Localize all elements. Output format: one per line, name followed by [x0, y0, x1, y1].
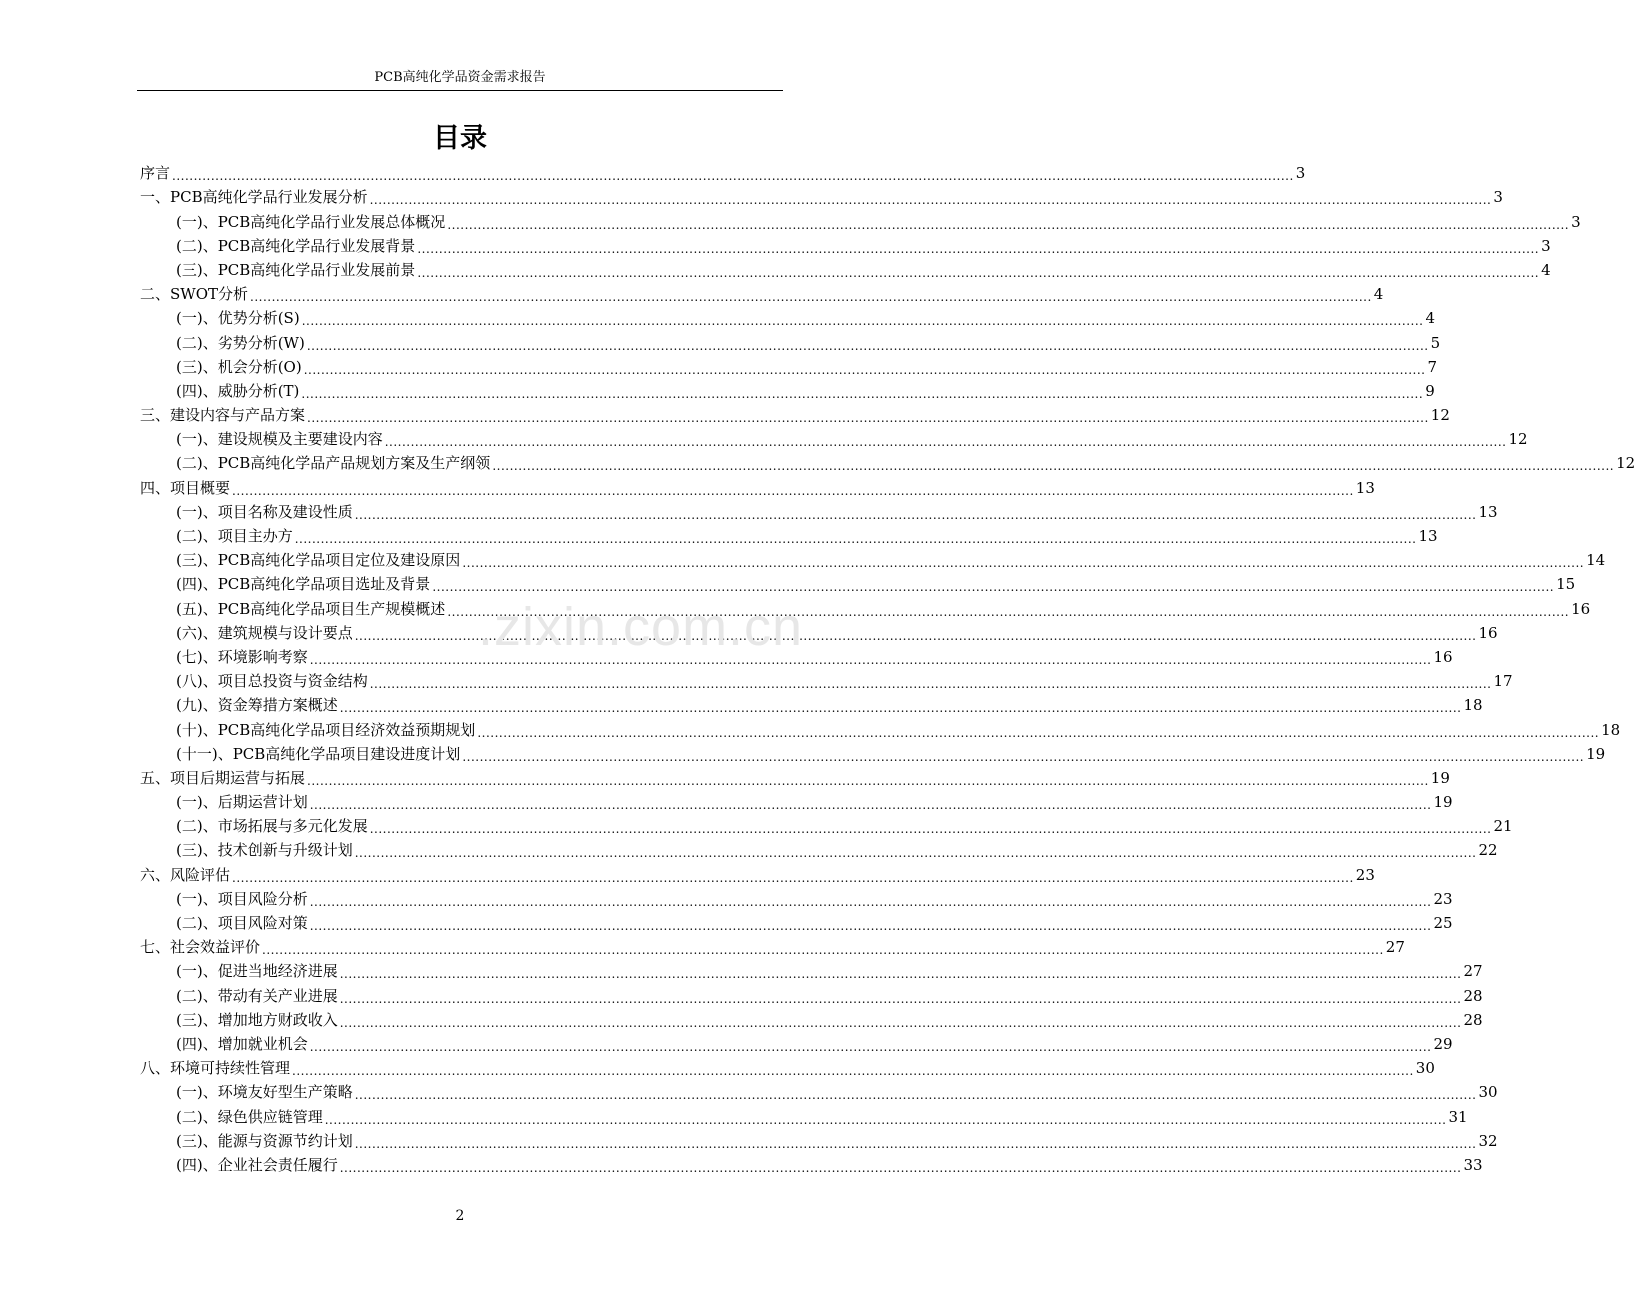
table-of-contents: [140, 160, 1635, 1176]
toc-leader-dots: ....................................................................................................................................................................................................................................................................: [307, 773, 1429, 788]
toc-entry[interactable]: [140, 305, 1435, 329]
toc-entry[interactable]: [140, 620, 1498, 644]
toc-leader-dots: ....................................................................................................................................................................................................................................................................: [309, 652, 1432, 667]
toc-entry[interactable]: [140, 1079, 1498, 1103]
toc-entry-page: 5: [1430, 333, 1441, 352]
toc-entry-label: (八)、项目总投资与资金结构: [176, 672, 368, 691]
toc-entry-label: (二)、项目主办方: [176, 527, 293, 545]
toc-entry[interactable]: [140, 595, 1591, 619]
toc-entry[interactable]: [140, 1031, 1453, 1055]
toc-entry-page: 28: [1463, 986, 1483, 1005]
toc-leader-dots: ....................................................................................................................................................................................................................................................................: [354, 628, 1477, 643]
toc-leader-dots: ....................................................................................................................................................................................................................................................................: [447, 604, 1570, 619]
toc-entry[interactable]: [140, 208, 1581, 232]
toc-leader-dots: ....................................................................................................................................................................................................................................................................: [339, 991, 1462, 1006]
toc-leader-dots: ....................................................................................................................................................................................................................................................................: [294, 532, 1417, 546]
toc-entry[interactable]: [140, 958, 1483, 982]
toc-entry-page: 29: [1433, 1034, 1453, 1053]
toc-entry-page: 16: [1478, 623, 1498, 642]
toc-leader-dots: ....................................................................................................................................................................................................................................................................: [309, 894, 1432, 909]
toc-leader-dots: ....................................................................................................................................................................................................................................................................: [369, 822, 1492, 837]
toc-entry-label: (二)、PCB高纯化学品产品规划方案及生产纲领: [176, 454, 491, 473]
toc-leader-dots: ....................................................................................................................................................................................................................................................................: [432, 580, 1555, 595]
toc-entry-label: (三)、能源与资源节约计划: [176, 1131, 353, 1150]
toc-leader-dots: ....................................................................................................................................................................................................................................................................: [462, 749, 1585, 764]
toc-entry-page: 19: [1586, 744, 1606, 763]
toc-leader-dots: ....................................................................................................................................................................................................................................................................: [307, 411, 1429, 426]
toc-entry[interactable]: [140, 426, 1528, 450]
toc-entry[interactable]: [140, 813, 1513, 837]
toc-entry[interactable]: [140, 692, 1483, 716]
toc-entry-label: 一、PCB高纯化学品行业发展分析: [140, 188, 368, 207]
toc-leader-dots: ....................................................................................................................................................................................................................................................................: [301, 314, 1424, 329]
toc-entry[interactable]: [140, 1103, 1468, 1127]
toc-entry-label: (十一)、PCB高纯化学品项目建设进度计划: [176, 744, 461, 763]
toc-entry-page: 18: [1463, 696, 1483, 715]
toc-entry-label: (四)、威胁分析(T): [176, 381, 300, 400]
toc-leader-dots: ....................................................................................................................................................................................................................................................................: [324, 1112, 1447, 1127]
toc-entry[interactable]: [140, 1007, 1483, 1031]
toc-entry-page: 3: [1571, 212, 1581, 231]
toc-leader-dots: ....................................................................................................................................................................................................................................................................: [339, 1160, 1462, 1175]
toc-entry-label: (三)、机会分析(O): [176, 357, 302, 376]
toc-entry[interactable]: [140, 741, 1606, 765]
toc-leader-dots: ....................................................................................................................................................................................................................................................................: [301, 386, 1424, 401]
toc-leader-dots: ....................................................................................................................................................................................................................................................................: [309, 919, 1432, 933]
toc-entry-label: (九)、资金筹措方案概述: [176, 696, 338, 715]
toc-entry-label: (二)、带动有关产业进展: [176, 986, 338, 1005]
toc-entry-page: 30: [1478, 1083, 1498, 1102]
watermark: .zixin.com.cn: [478, 597, 804, 657]
toc-entry-label: 序言: [140, 164, 171, 183]
toc-entry-label: (一)、优势分析(S): [176, 309, 300, 328]
toc-entry-page: 25: [1433, 914, 1453, 932]
toc-entry[interactable]: [140, 184, 1503, 208]
toc-entry-page: 13: [1418, 527, 1438, 545]
toc-entry-page: 27: [1463, 962, 1483, 981]
toc-entry-page: 17: [1493, 672, 1513, 691]
toc-leader-dots: ....................................................................................................................................................................................................................................................................: [369, 677, 1492, 692]
toc-entry-label: 四、项目概要: [140, 478, 231, 497]
toc-entry-label: (一)、项目名称及建设性质: [176, 502, 353, 521]
toc-leader-dots: ....................................................................................................................................................................................................................................................................: [417, 241, 1540, 256]
toc-entry-page: 18: [1601, 720, 1621, 739]
toc-leader-dots: ....................................................................................................................................................................................................................................................................: [354, 846, 1477, 861]
toc-entry-label: (二)、项目风险对策: [176, 914, 308, 932]
toc-entry[interactable]: [140, 1055, 1435, 1079]
toc-leader-dots: ....................................................................................................................................................................................................................................................................: [250, 290, 1372, 305]
toc-entry-page: 21: [1493, 817, 1513, 836]
toc-entry[interactable]: [140, 450, 1635, 474]
toc-entry[interactable]: [140, 233, 1551, 257]
toc-entry-page: 7: [1427, 357, 1438, 376]
toc-entry-page: 22: [1478, 841, 1498, 860]
toc-entry-page: 32: [1478, 1131, 1498, 1150]
toc-entry[interactable]: [140, 499, 1498, 523]
toc-leader-dots: ....................................................................................................................................................................................................................................................................: [447, 217, 1570, 232]
toc-entry-label: (六)、建筑规模与设计要点: [176, 623, 353, 642]
toc-leader-dots: ....................................................................................................................................................................................................................................................................: [262, 943, 1384, 958]
toc-entry[interactable]: [140, 644, 1453, 668]
toc-entry-label: 六、风险评估: [140, 865, 231, 884]
toc-entry[interactable]: [140, 523, 1438, 547]
header-rule: [137, 90, 783, 91]
toc-entry[interactable]: [140, 982, 1483, 1006]
toc-entry[interactable]: [140, 861, 1375, 885]
toc-leader-dots: ....................................................................................................................................................................................................................................................................: [309, 1039, 1432, 1054]
toc-entry-page: 16: [1433, 647, 1453, 666]
toc-entry-page: 27: [1385, 938, 1405, 957]
toc-entry[interactable]: [140, 910, 1453, 934]
toc-entry-label: (三)、技术创新与升级计划: [176, 841, 353, 860]
toc-entry-page: 19: [1433, 793, 1453, 812]
toc-entry-page: 33: [1463, 1155, 1483, 1174]
toc-leader-dots: ....................................................................................................................................................................................................................................................................: [339, 1015, 1462, 1030]
toc-entry[interactable]: [140, 789, 1453, 813]
toc-entry[interactable]: [140, 281, 1384, 305]
toc-entry[interactable]: [140, 886, 1453, 910]
toc-entry-page: 14: [1586, 551, 1606, 570]
toc-entry-label: 八、环境可持续性管理: [140, 1059, 291, 1078]
toc-entry-label: (二)、绿色供应链管理: [176, 1107, 323, 1126]
toc-entry-label: (一)、项目风险分析: [176, 889, 308, 908]
toc-entry[interactable]: [140, 547, 1606, 571]
toc-entry-label: (四)、增加就业机会: [176, 1034, 308, 1053]
toc-entry-label: 七、社会效益评价: [140, 938, 261, 957]
toc-entry-page: 19: [1430, 768, 1450, 787]
toc-entry-label: 五、项目后期运营与拓展: [140, 768, 306, 787]
toc-title: 目录: [433, 123, 487, 154]
toc-entry-label: (四)、PCB高纯化学品项目选址及背景: [176, 575, 431, 594]
toc-entry-label: (三)、PCB高纯化学品行业发展前景: [176, 260, 416, 279]
toc-entry-label: (三)、增加地方财政收入: [176, 1010, 338, 1029]
toc-leader-dots: ....................................................................................................................................................................................................................................................................: [309, 798, 1432, 813]
toc-entry[interactable]: [140, 378, 1435, 402]
toc-entry-label: (四)、企业社会责任履行: [176, 1155, 338, 1174]
toc-entry-page: 13: [1478, 502, 1498, 521]
toc-entry-page: 31: [1448, 1107, 1468, 1126]
toc-entry-label: (一)、后期运营计划: [176, 793, 308, 812]
toc-entry[interactable]: [140, 934, 1405, 958]
toc-entry-label: (一)、PCB高纯化学品行业发展总体概况: [176, 212, 446, 231]
toc-entry-page: 12: [1430, 406, 1450, 425]
toc-entry-label: (五)、PCB高纯化学品项目生产规模概述: [176, 599, 446, 618]
toc-entry[interactable]: [140, 716, 1621, 740]
page-header: PCB高纯化学品资金需求报告: [374, 70, 546, 85]
toc-entry-page: 13: [1355, 478, 1375, 497]
toc-entry-label: (二)、市场拓展与多元化发展: [176, 817, 368, 836]
toc-entry-label: (十)、PCB高纯化学品项目经济效益预期规划: [176, 720, 476, 739]
toc-leader-dots: ....................................................................................................................................................................................................................................................................: [462, 556, 1585, 571]
toc-entry-label: (二)、劣势分析(W): [176, 333, 305, 352]
toc-entry[interactable]: [140, 354, 1438, 378]
toc-leader-dots: ....................................................................................................................................................................................................................................................................: [354, 1088, 1477, 1103]
page-number: 2: [455, 1208, 465, 1224]
toc-entry[interactable]: [140, 402, 1450, 426]
toc-leader-dots: ....................................................................................................................................................................................................................................................................: [292, 1064, 1414, 1079]
toc-entry-page: 3: [1493, 188, 1503, 207]
toc-leader-dots: ....................................................................................................................................................................................................................................................................: [306, 338, 1429, 353]
toc-leader-dots: ....................................................................................................................................................................................................................................................................: [354, 1136, 1477, 1151]
toc-entry-label: (一)、建设规模及主要建设内容: [176, 430, 383, 449]
toc-leader-dots: ....................................................................................................................................................................................................................................................................: [417, 265, 1540, 280]
toc-leader-dots: ....................................................................................................................................................................................................................................................................: [303, 362, 1426, 377]
toc-entry[interactable]: [140, 571, 1576, 595]
toc-entry[interactable]: [140, 160, 1306, 184]
toc-entry-label: (七)、环境影响考察: [176, 647, 308, 666]
toc-leader-dots: ....................................................................................................................................................................................................................................................................: [232, 483, 1354, 498]
toc-entry-page: 4: [1425, 309, 1435, 328]
toc-entry[interactable]: [140, 329, 1441, 353]
toc-entry[interactable]: [140, 837, 1498, 861]
toc-entry-label: (二)、PCB高纯化学品行业发展背景: [176, 236, 416, 255]
toc-leader-dots: ....................................................................................................................................................................................................................................................................: [172, 169, 1294, 184]
toc-entry-page: 3: [1541, 236, 1551, 255]
toc-entry-page: 23: [1355, 865, 1375, 884]
toc-leader-dots: ....................................................................................................................................................................................................................................................................: [339, 967, 1462, 982]
toc-entry-page: 12: [1616, 454, 1635, 473]
toc-entry[interactable]: [140, 765, 1450, 789]
toc-entry-label: (三)、PCB高纯化学品项目定位及建设原因: [176, 551, 461, 570]
toc-leader-dots: ....................................................................................................................................................................................................................................................................: [477, 725, 1600, 740]
toc-entry-label: 二、SWOT分析: [140, 285, 248, 304]
toc-entry[interactable]: [140, 1128, 1498, 1152]
toc-leader-dots: ....................................................................................................................................................................................................................................................................: [369, 193, 1492, 208]
toc-leader-dots: ....................................................................................................................................................................................................................................................................: [354, 507, 1477, 522]
toc-entry-page: 16: [1571, 599, 1591, 618]
toc-entry-label: (一)、环境友好型生产策略: [176, 1083, 353, 1102]
toc-entry-page: 12: [1508, 430, 1528, 449]
toc-entry[interactable]: [140, 1152, 1483, 1176]
toc-entry-page: 30: [1415, 1059, 1435, 1078]
toc-leader-dots: ....................................................................................................................................................................................................................................................................: [384, 435, 1507, 450]
toc-entry[interactable]: [140, 257, 1551, 281]
toc-entry-page: 4: [1541, 260, 1551, 279]
toc-leader-dots: ....................................................................................................................................................................................................................................................................: [492, 459, 1615, 474]
toc-entry-page: 15: [1556, 575, 1576, 594]
toc-entry[interactable]: [140, 474, 1375, 498]
toc-entry-page: 28: [1463, 1010, 1483, 1029]
toc-entry-page: 9: [1425, 381, 1435, 400]
toc-entry-page: 3: [1295, 164, 1306, 183]
toc-entry-label: (一)、促进当地经济进展: [176, 962, 338, 981]
toc-entry-label: 三、建设内容与产品方案: [140, 406, 306, 425]
toc-leader-dots: ....................................................................................................................................................................................................................................................................: [232, 870, 1354, 885]
toc-entry-page: 4: [1373, 285, 1384, 304]
toc-leader-dots: ....................................................................................................................................................................................................................................................................: [339, 701, 1462, 716]
toc-entry[interactable]: [140, 668, 1513, 692]
toc-entry-page: 23: [1433, 889, 1453, 908]
